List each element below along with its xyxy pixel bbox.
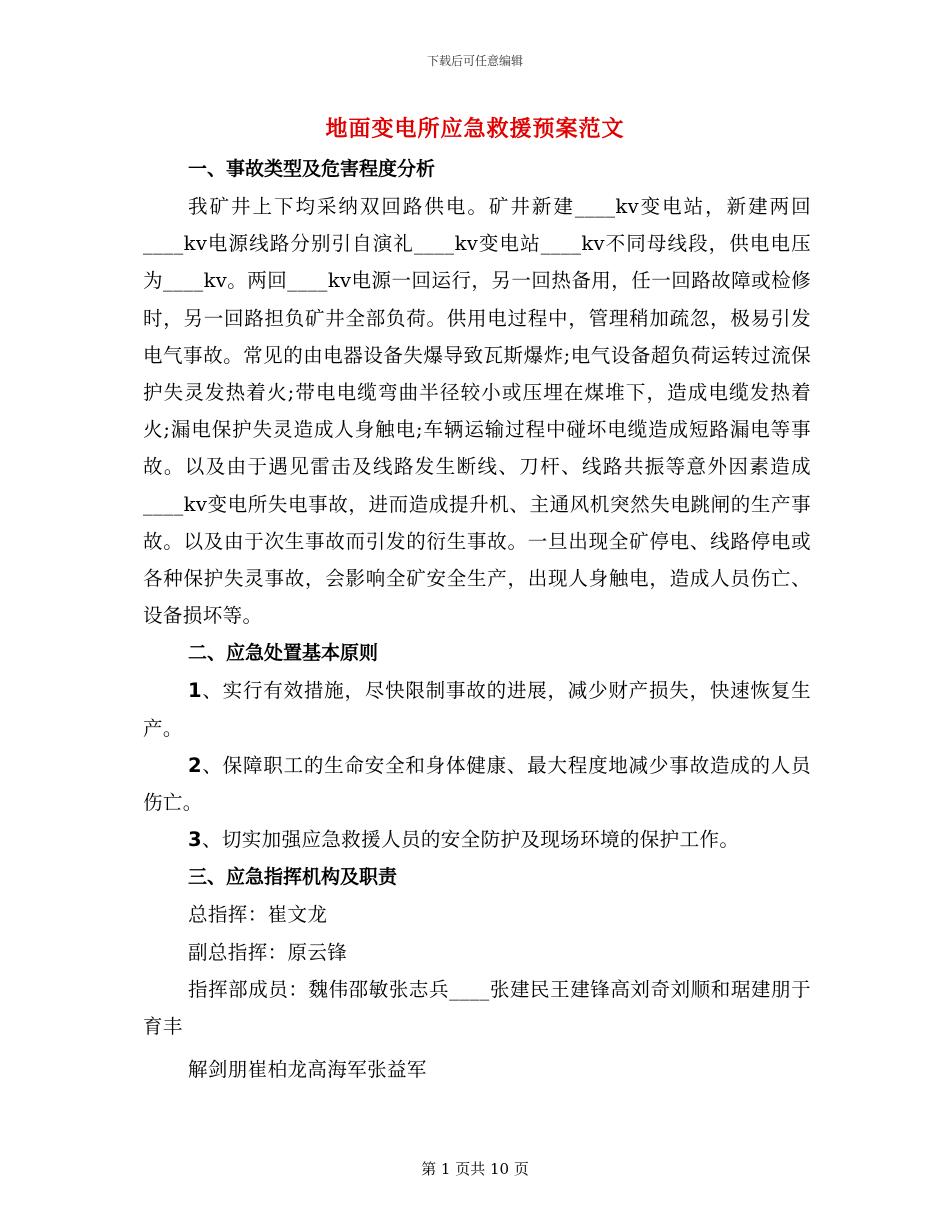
principle-text: 、实行有效措施，尽快限制事故的进展，减少财产损失，快速恢复生产。 (143, 679, 811, 740)
principle-number: 2 (188, 753, 202, 777)
principle-number: 3 (188, 828, 202, 852)
principle-item-1 (143, 672, 811, 746)
principle-number: 1 (188, 679, 202, 703)
members-continued-line: 解剑朋崔柏龙高海军张益军 (188, 1058, 427, 1082)
principle-item-3 (143, 821, 811, 858)
principle-text: 、保障职工的生命安全和身体健康、最大程度地减少事故造成的人员伤亡。 (143, 753, 811, 815)
page-footer: 第 1 页共 10 页 (421, 1160, 529, 1178)
document-body (143, 150, 811, 1088)
document-title: 地面变电所应急救援预案范文 (325, 116, 625, 142)
header-note: 下载后可任意编辑 (426, 54, 523, 68)
section-heading-1: 一、事故类型及危害程度分析 (188, 158, 436, 180)
section-heading-3: 三、应急指挥机构及职责 (188, 866, 398, 889)
members-line: 指挥部成员：魏伟邵敏张志兵____张建民王建锋高刘奇刘顺和琚建朋于育丰 (143, 977, 811, 1039)
principle-item-2 (143, 747, 811, 821)
principle-text: 、切实加强应急救援人员的安全防护及现场环境的保护工作。 (201, 828, 740, 852)
deputy-commander-line: 副总指挥：原云锋 (188, 940, 348, 964)
section-1-paragraph: 我矿井上下均采纳双回路供电。矿井新建____kv变电站，新建两回____kv电源线路分别引自演礼____kv变电站____kv不同母线段，供电电压为____kv。两回____kv电源一回运行，另一回热备用，任一回路故障或检修时，另一回路担负矿井全部负荷。供用电过程中，管理稍加疏忽，极易引发电气事故。常见的由电器设备失爆导致瓦斯爆炸;电气设备超负荷运转过流保护失灵发热着火;带电电缆弯曲半径较小或压埋在煤堆下，造成电缆发热着火;漏电保护失灵造成人身触电;车辆运输过程中碰坏电缆造成短路漏电等事故。以及由于遇见雷击及线路发生断线、刀杆、线路共振等意外因素造成____kv变电所失电事故，进而造成提升机、主通风机突然失电跳闸的生产事故。以及由于次生事故而引发的衍生事故。一旦出现全矿停电、线路停电或各种保护失灵事故，会影响全矿安全生产，出现人身触电，造成人员伤亡、设备损坏等。 (143, 195, 811, 628)
section-heading-2: 二、应急处置基本原则 (188, 642, 379, 665)
chief-commander-line: 总指挥：崔文龙 (188, 903, 328, 927)
